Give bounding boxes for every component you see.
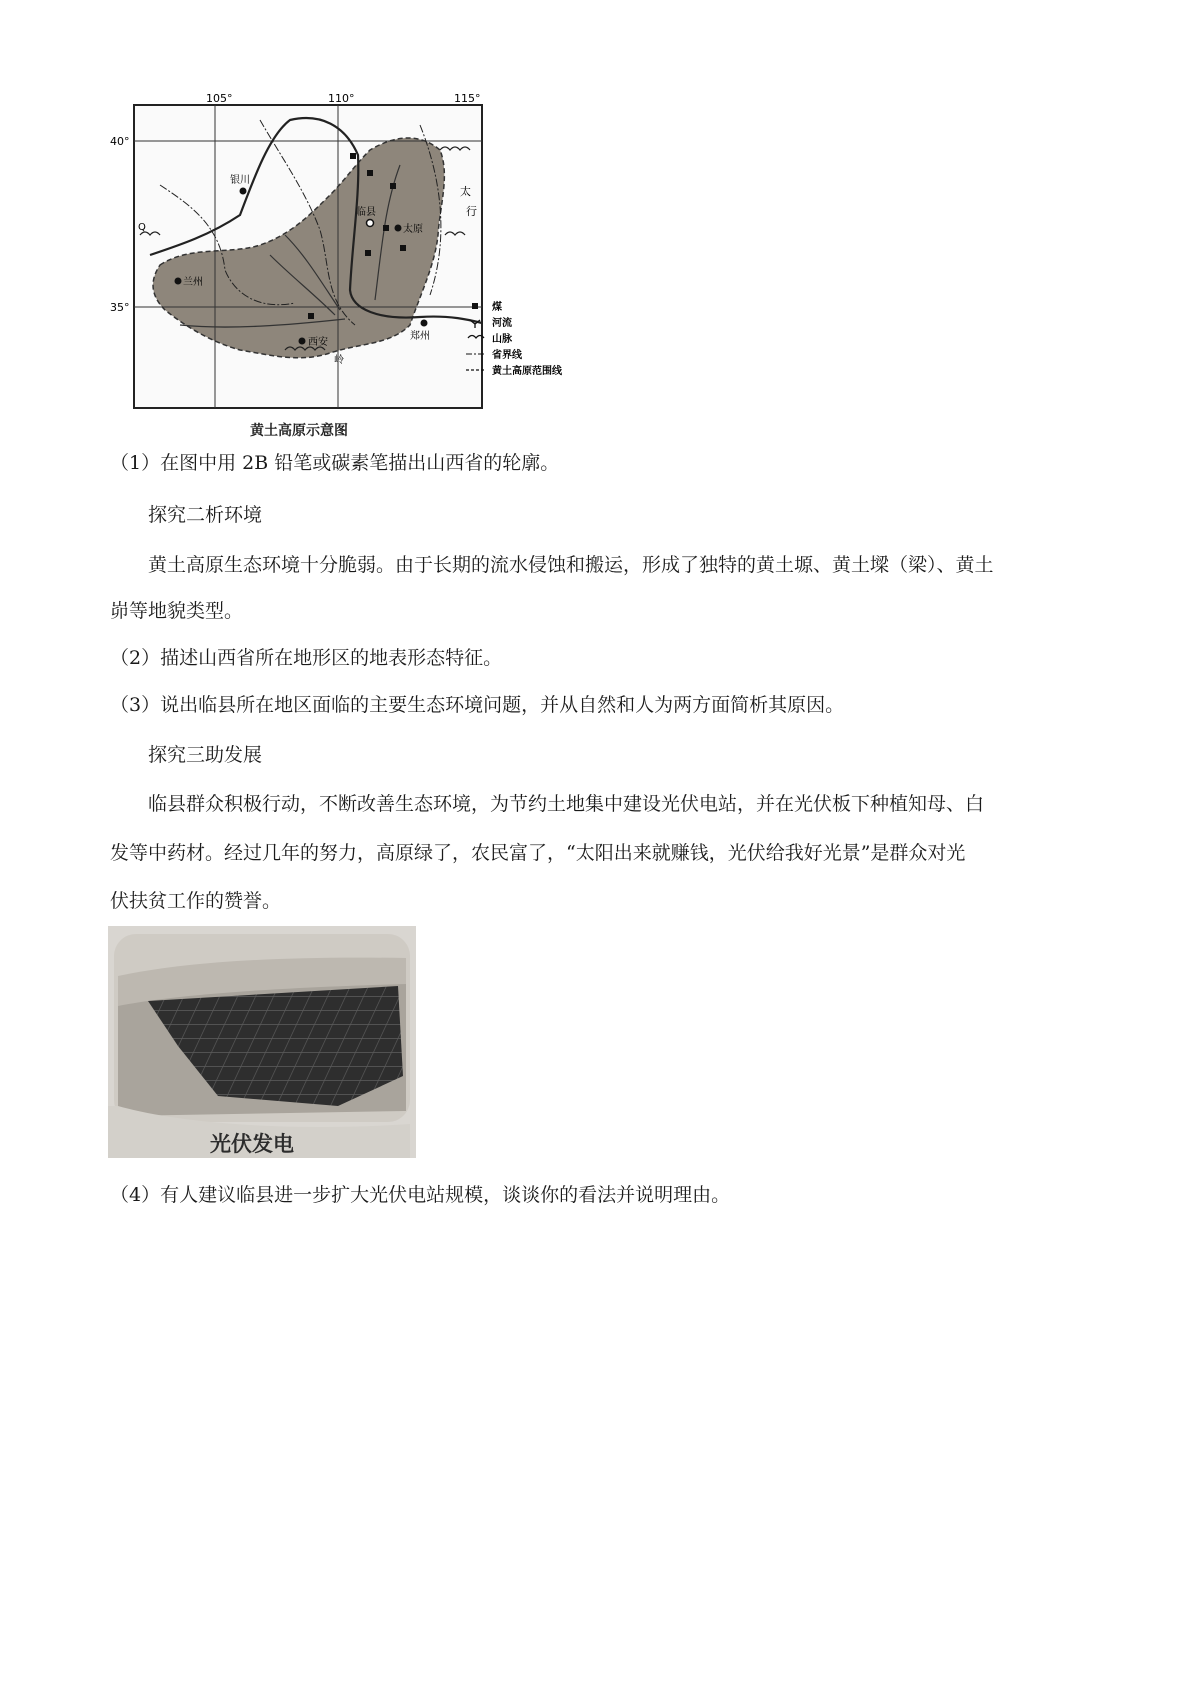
place-label: 太原: [403, 224, 423, 235]
legend-coal-symbol: [472, 303, 478, 309]
map-caption: 黄土高原示意图: [250, 423, 348, 439]
coal-symbol: [367, 170, 373, 176]
lat-label: 40°: [110, 135, 130, 148]
loess-plateau-map: [110, 92, 640, 440]
question-4: （4）有人建议临县进一步扩大光伏电站规模，谈谈你的看法并说明理由。: [110, 1184, 731, 1206]
place-label: 临县: [356, 207, 376, 218]
place-label: Q: [138, 222, 146, 233]
coal-symbol: [308, 313, 314, 319]
photo-svg: [108, 926, 416, 1158]
place-label: 银川: [230, 175, 250, 186]
section3-paragraph-line: 伏扶贫工作的赞誉。: [110, 890, 282, 912]
lat-label: 35°: [110, 301, 130, 314]
section-heading-2: 探究二析环境: [148, 504, 263, 526]
solar-farm-photo: [108, 926, 416, 1158]
question-2: （2）描述山西省所在地形区的地表形态特征。: [110, 647, 503, 669]
legend-coal-label: 煤: [492, 302, 502, 313]
lon-label: 105°: [206, 92, 233, 105]
photo-caption: 光伏发电: [210, 1132, 294, 1156]
section-heading-3: 探究三助发展: [148, 744, 263, 766]
section3-paragraph-line: 发等中药材。经过几年的努力，高原绿了，农民富了，“太阳出来就赚钱，光伏给我好光景”是群众对光: [110, 842, 966, 864]
legend-river-label: 河流: [492, 318, 512, 329]
city-dot-taiyuan: [395, 225, 402, 232]
section2-paragraph-line: 黄土高原生态环境十分脆弱。由于长期的流水侵蚀和搬运，形成了独特的黄土塬、黄土墚（梁）、黄土: [148, 554, 994, 576]
place-label: 岭: [334, 355, 344, 366]
section2-paragraph-line: 峁等地貌类型。: [110, 600, 244, 622]
place-label: 太: [460, 185, 471, 198]
coal-symbol: [400, 245, 406, 251]
place-label: 郑州: [410, 331, 430, 342]
city-dot-linxian: [367, 220, 374, 227]
city-dot-xian: [299, 338, 306, 345]
legend-mountain-label: 山脉: [492, 334, 512, 345]
lon-label: 110°: [328, 92, 355, 105]
place-label: 西安: [308, 337, 328, 348]
coal-symbol: [350, 153, 356, 159]
coal-symbol: [383, 225, 389, 231]
section3-paragraph-line: 临县群众积极行动，不断改善生态环境，为节约土地集中建设光伏电站，并在光伏板下种植知母、白: [148, 793, 985, 815]
city-dot-zhengzhou: [421, 320, 428, 327]
coal-symbol: [365, 250, 371, 256]
lon-label: 115°: [454, 92, 481, 105]
place-label: 行: [466, 205, 477, 218]
place-label: 兰州: [183, 277, 203, 288]
question-3: （3）说出临县所在地区面临的主要生态环境问题，并从自然和人为两方面简析其原因。: [110, 694, 845, 716]
question-1: （1）在图中用 2B 铅笔或碳素笔描出山西省的轮廓。: [110, 452, 560, 474]
city-dot-lanzhou: [175, 278, 182, 285]
legend-plateau-label: 黄土高原范围线: [492, 366, 562, 377]
coal-symbol: [390, 183, 396, 189]
legend-province-label: 省界线: [492, 350, 522, 361]
map-svg: [110, 92, 640, 440]
city-dot-yinchuan: [240, 188, 247, 195]
